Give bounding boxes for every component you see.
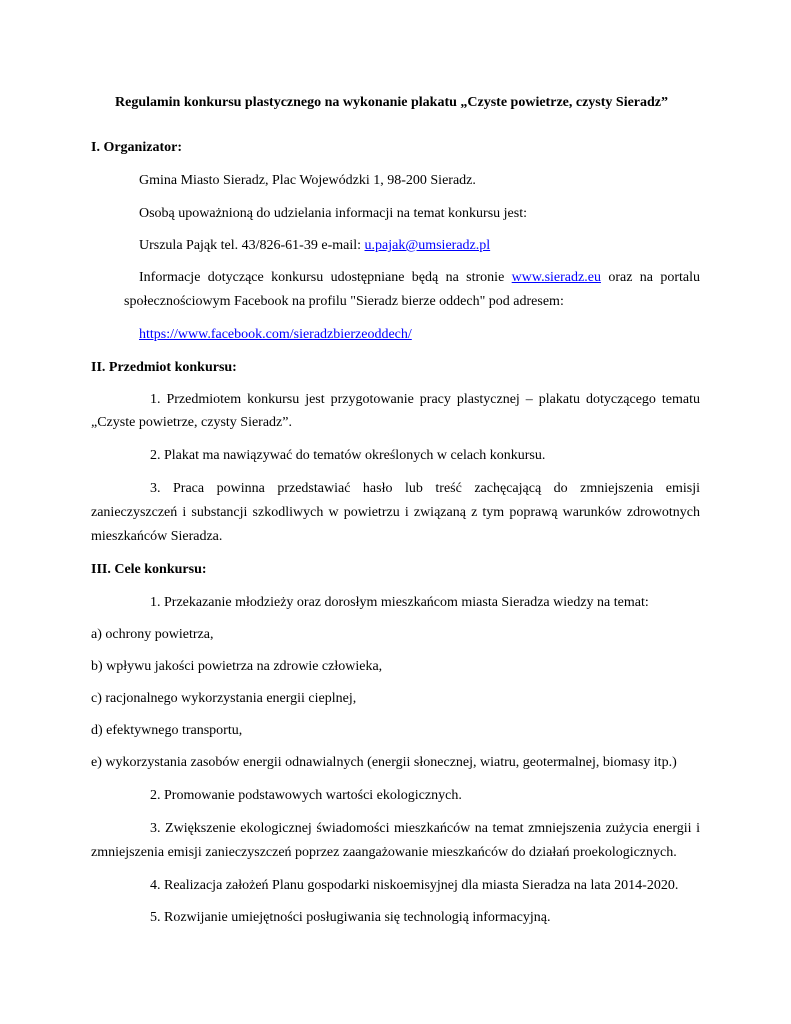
goals-item-3-line-1: 3. Zwiększenie ekologicznej świadomości mieszkańców na temat zmniejszenia zużycia energii i [150,821,700,836]
subject-item-3-line-1: 3. Praca powinna przedstawiać hasło lub treść zachęcającą do zmniejszenia emisji [150,481,700,496]
goals-item-1: 1. Przekazanie młodzieży oraz dorosłym mieszkańcom miasta Sieradza wiedzy na temat: [150,595,649,610]
organizer-address: Gmina Miasto Sieradz, Plac Wojewódzki 1, 98-200 Sieradz. [139,173,476,188]
contact-line [139,237,490,255]
site-link[interactable]: www.sieradz.eu [511,270,601,285]
info-text-start: Informacje dotyczące konkursu udostępniane będą na stronie [139,270,505,285]
subject-item-3-line-3: mieszkańców Sieradza. [91,529,223,544]
contact-email-link[interactable]: u.pajak@umsieradz.pl [364,238,491,253]
goals-subitem-b: b) wpływu jakości powietrza na zdrowie człowieka, [91,659,383,674]
contact-text: Urszula Pająk tel. 43/826-61-39 e-mail: [139,238,361,253]
contact-intro: Osobą upoważnioną do udzielania informacji na temat konkursu jest: [139,206,528,221]
section-heading-subject: II. Przedmiot konkursu: [91,360,237,375]
goals-item-2: 2. Promowanie podstawowych wartości ekologicznych. [150,788,462,803]
section-heading-organizer: I. Organizator: [91,140,182,155]
subject-item-1-line-2: „Czyste powietrze, czysty Sieradz”. [91,415,292,430]
goals-item-5: 5. Rozwijanie umiejętności posługiwania się technologią informacyjną. [150,910,551,925]
subject-item-3-line-2: zanieczyszczeń i substancji szkodliwych w powietrzu i związaną z tym poprawą warunków zdrowotnych [91,505,700,520]
document-title: Regulamin konkursu plastycznego na wykonanie plakatu „Czyste powietrze, czysty Sieradz” [115,95,669,110]
goals-subitem-c: c) racjonalnego wykorzystania energii cieplnej, [91,691,357,706]
goals-subitem-e: e) wykorzystania zasobów energii odnawialnych (energii słonecznej, wiatru, geotermalnej, biomasy itp.) [91,755,677,770]
section-heading-goals: III. Cele konkursu: [91,562,207,577]
subject-item-2: 2. Plakat ma nawiązywać do tematów określonych w celach konkursu. [150,448,546,463]
info-line-1 [139,269,700,287]
goals-subitem-d: d) efektywnego transportu, [91,723,243,738]
goals-subitem-a: a) ochrony powietrza, [91,627,214,642]
subject-item-1-line-1: 1. Przedmiotem konkursu jest przygotowanie pracy plastycznej – plakatu dotyczącego tematu [150,392,700,407]
goals-item-3-line-2: zmniejszenia emisji zanieczyszczeń poprzez zaangażowanie mieszkańców do działań proekologicznych. [91,845,677,860]
facebook-link[interactable]: https://www.facebook.com/sieradzbierzeoddech/ [139,327,412,342]
info-text-end: oraz na portalu [608,270,700,285]
goals-item-4: 4. Realizacja założeń Planu gospodarki niskoemisyjnej dla miasta Sieradza na lata 2014-2020. [150,878,679,893]
info-line-2: społecznościowym Facebook na profilu "Sieradz bierze oddech" pod adresem: [124,294,564,309]
